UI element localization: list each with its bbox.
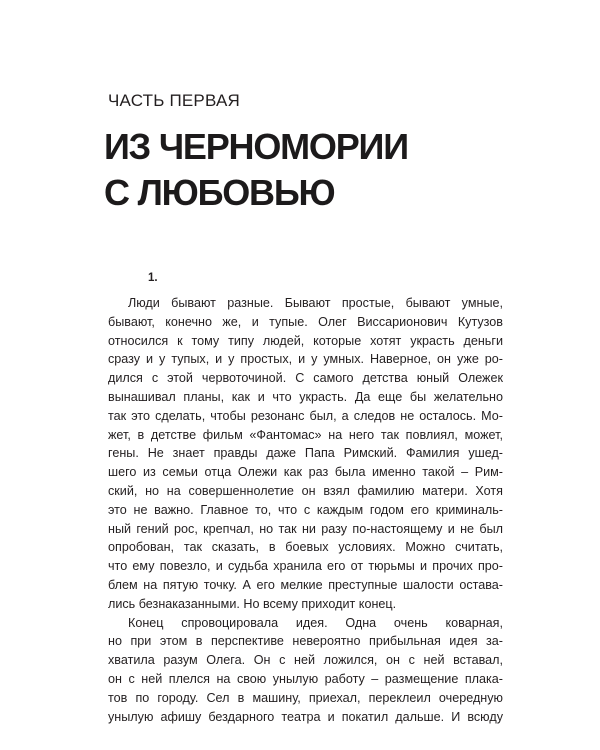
chapter-title-line-2: С ЛЮБОВЬЮ bbox=[104, 172, 335, 213]
body-text bbox=[108, 294, 503, 726]
text-line: лись безнаказанными. Но всему приходит конец. bbox=[108, 596, 397, 611]
text-line: сразу и у тупых, и у простых, и у умных. Наверное, он уже ро- bbox=[108, 352, 503, 367]
text-line: унылую афишу бездарного театра и покатил дальше. И всюду bbox=[108, 709, 503, 724]
text-line: Конец спровоцировала идея. Одна очень коварная, bbox=[128, 615, 503, 630]
text-line: так это сделать, чтобы резонанс был, а следов не осталось. Мо- bbox=[108, 408, 503, 423]
chapter-title-line-1: ИЗ ЧЕРНОМОРИИ bbox=[104, 126, 408, 167]
text-line: опробован, так сказать, в боевых условиях. Можно считать, bbox=[108, 540, 503, 555]
part-label: ЧАСТЬ ПЕРВАЯ bbox=[108, 91, 240, 110]
chapter-title bbox=[104, 124, 408, 216]
text-line: Люди бывают разные. Бывают простые, бывают умные, bbox=[128, 296, 503, 310]
text-line: тов по городу. Сел в машину, приехал, переклеил очередную bbox=[108, 690, 503, 705]
text-line: ный гений рос, крепчал, но так ни разу по-настоящему и не был bbox=[108, 521, 503, 536]
section-number: 1. bbox=[148, 272, 158, 284]
text-line: но при этом в перспективе невероятно прибыльная идея за- bbox=[108, 634, 503, 649]
text-line: блем на пятую точку. А его мелкие преступные шалости остава- bbox=[108, 577, 503, 592]
text-line: гены. Не знает правды даже Папа Римский. Фамилия ушед- bbox=[108, 446, 503, 461]
text-line: ский, но на совершеннолетие он взял фамилию матери. Хотя bbox=[108, 483, 503, 498]
text-line: дился с этой червоточиной. С самого детства юный Олежек bbox=[108, 371, 503, 386]
text-line: относился к тому типу людей, которые хотят украсть деньги bbox=[108, 333, 503, 348]
text-line: он с ней плелся на свою унылую работу – размещение плака- bbox=[108, 671, 503, 686]
text-line: вынашивал планы, как и что украсть. Да еще бы желательно bbox=[108, 389, 503, 404]
text-line: шего из семьи отца Олежи как раз была именно такой – Рим- bbox=[108, 465, 503, 480]
text-line: хватила разум Олега. Он с ней ложился, он с ней вставал, bbox=[108, 653, 503, 668]
text-line: это не важно. Главное то, что с каждым годом его криминаль- bbox=[108, 502, 503, 517]
text-line: бывают, конечно же, и тупые. Олег Виссарионович Кутузов bbox=[108, 314, 503, 329]
text-line: что ему повезло, и судьба хранила его от тюрьмы и прочих про- bbox=[108, 559, 503, 574]
text-line: жет, в детстве фильм «Фантомас» на него так повлиял, может, bbox=[108, 427, 503, 442]
